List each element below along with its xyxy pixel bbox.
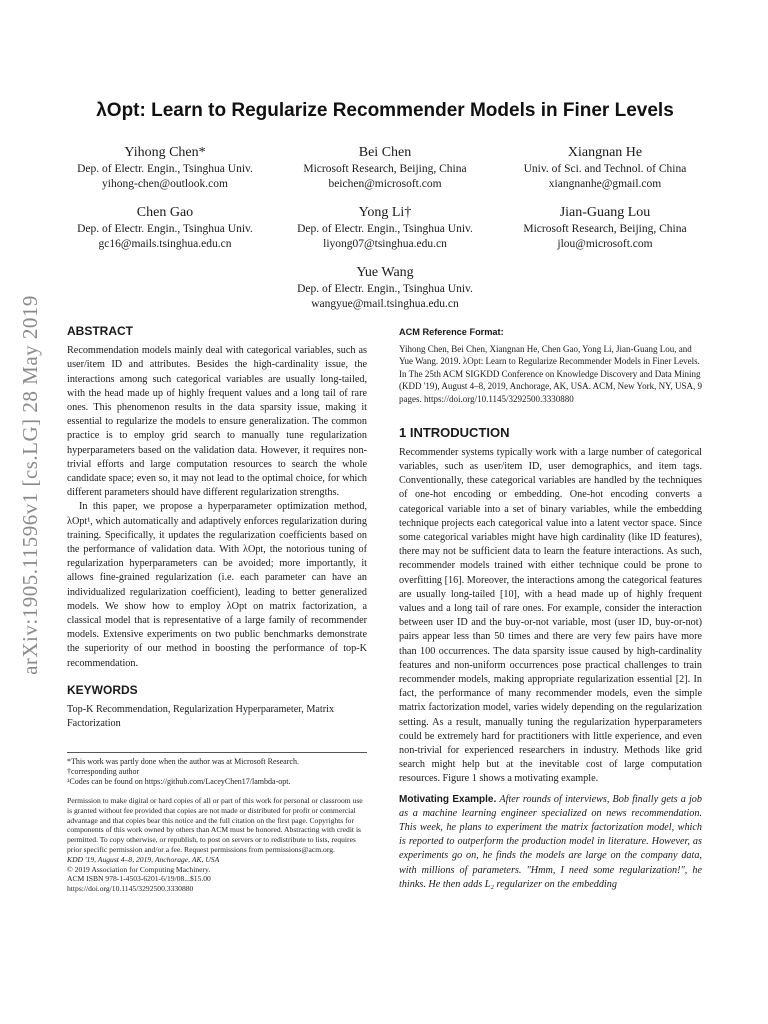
abstract-paragraph: Recommendation models mainly deal with categorical variables, such as user/item ID and attributes. Besides the high-cardinality issue, the interactions among such categorical variables are usually long-tailed, with the head made up of highly frequent values and a long tail of rare ones. This phenomenon results in the data sparsity issue, making it essential to regularize the models to ensure generalization. The common practice is to employ grid search to manually tune regularization hyperparameters based on the validation data. However, it requires non-trivial efforts and large computation resources to search the whole candidate space; even so, it may not lead to the optimal choice, for which different parameters should have different regularization strengths.: [67, 345, 367, 499]
author-card: [280, 204, 490, 252]
introduction-paragraph: Recommender systems typically work with a large number of categorical variables, such as user/item ID, user demographics, and item tags. Conventionally, these categorical variables are handled by the techniques of one-hot encoding or embedding. One-hot encoding converts a categorical variable into a set of binary variables, while the embedding technique projects each categorical value into a latent vector space. Since some categorical variables might have high cardinality (like ID features), there may not be sufficient data to learn the feature interactions. As such, recommender models trained with either technique could be prone to overfitting [16]. Moreover, the interactions among the categorical features are usually long-tailed [10], with a head made up of highly frequent values and a long tail of rare ones. For example, consider the interaction between user ID and the buy-or-not variable, most (user ID, buy-or-not) pairs appear less than 50 times and there are very few pairs have more than 100 occurrences. The data sparsity issue caused by high-cardinality features and non-uniform occurrences pose practical challenges to train recommender models, making appropriate regularization essential [2]. In fact, the performance of many recommender models, even the simple matrix factorization model, varies widely depending on the regularization setting. As a result, manually tuning the regularization hyperparameters could be extremely hard for practitioners with little experience, and even non-trivial for experienced researchers in industry. Methods like grid search might help but at the inevitable cost of large computation resources. Figure 1 shows a motivating example.: [399, 446, 702, 785]
author-card: [60, 204, 270, 252]
author-name: Bei Chen: [358, 145, 412, 160]
permission-text: Permission to make digital or hard copies of all or part of this work for personal or classroom use is granted without fee provided that copies are not made or distributed for profit or commercial advantage and that copies bear this notice and the full citation on the first page. Copyrights for components of this work owned by others than ACM must be honored. Abstracting with credit is permitted. To copy otherwise, or republish, to post on servers or to redistribute to lists, requires prior specific permission and/or a fee. Request permissions from permissions@acm.org.: [67, 796, 363, 854]
author-email: yihong-chen@outlook.com: [102, 178, 228, 190]
author-card: [500, 204, 710, 252]
author-affiliation: Univ. of Sci. and Technol. of China: [523, 163, 687, 175]
footnote: *This work was partly done when the author was at Microsoft Research.: [67, 757, 299, 766]
author-row: [60, 144, 710, 192]
acm-reference-format: [399, 326, 702, 406]
author-affiliation: Dep. of Electr. Engin., Tsinghua Univ.: [77, 163, 253, 175]
author-name: Xiangnan He: [567, 145, 643, 160]
reference-format-text: Yihong Chen, Bei Chen, Xiangnan He, Chen Gao, Yong Li, Jian-Guang Lou, and Yue Wang. 2019. λOpt: Learn to Regularize Recommender Models in Finer Levels. In The 25th ACM SIGKDD Conference on Knowledge Discovery and Data Mining (KDD '19), August 4–8, 2019, Anchorage, AK, USA. ACM, New York, NY, USA, 9 pages. https://doi.org/10.1145/3292500.3330880: [399, 343, 702, 404]
author-name: Yong Li†: [358, 205, 412, 220]
arxiv-stamp: arXiv:1905.11596v1 [cs.LG] 28 May 2019: [18, 295, 42, 675]
author-name: Yue Wang: [356, 265, 414, 280]
left-column: [67, 324, 367, 731]
author-email: beichen@microsoft.com: [328, 178, 442, 190]
author-email: jlou@microsoft.com: [557, 238, 653, 250]
motivating-example-lead: Motivating Example.: [399, 793, 497, 805]
author-affiliation: Dep. of Electr. Engin., Tsinghua Univ.: [297, 283, 473, 295]
keywords-text: Top-K Recommendation, Regularization Hyperparameter, Matrix Factorization: [67, 704, 335, 730]
footnotes: [67, 752, 367, 787]
permission-doi: https://doi.org/10.1145/3292500.3330880: [67, 884, 194, 894]
section-heading-introduction: 1 INTRODUCTION: [399, 424, 510, 440]
author-row: [60, 204, 710, 252]
author-row: [60, 264, 710, 312]
right-column: [399, 326, 702, 892]
permission-copyright: © 2019 Association for Computing Machinery.: [67, 864, 211, 874]
author-name: Chen Gao: [136, 205, 194, 220]
author-block: [60, 144, 710, 324]
author-email: gc16@mails.tsinghua.edu.cn: [98, 238, 232, 250]
motivating-example: [399, 793, 702, 892]
reference-format-heading: ACM Reference Format:: [399, 327, 504, 337]
author-card: [280, 144, 490, 192]
author-email: wangyue@mail.tsinghua.edu.cn: [311, 298, 459, 310]
author-name: Yihong Chen*: [124, 145, 206, 160]
author-affiliation: Microsoft Research, Beijing, China: [303, 163, 467, 175]
author-card: [500, 144, 710, 192]
author-affiliation: Dep. of Electr. Engin., Tsinghua Univ.: [297, 223, 473, 235]
author-card: [265, 264, 505, 312]
footnote: †corresponding author: [67, 767, 140, 776]
keywords-heading: KEYWORDS: [67, 682, 138, 697]
paper-title: λOpt: Learn to Regularize Recommender Models in Finer Levels: [96, 100, 674, 121]
permission-isbn: ACM ISBN 978-1-4503-6201-6/19/08...$15.00: [67, 874, 211, 884]
author-card: [60, 144, 270, 192]
permission-venue: KDD '19, August 4–8, 2019, Anchorage, AK, USA: [67, 854, 220, 864]
author-email: xiangnanhe@gmail.com: [548, 178, 662, 190]
abstract-paragraph: In this paper, we propose a hyperparameter optimization method, λOpt¹, which automatically and adaptively enforces regularization during training. Specifically, it updates the regularization coefficients based on the performance of validation data. With λOpt, the notorious tuning of regularization hyperparameters can be avoided; more importantly, it allows fine-grained regularization (i.e. each parameter can have an individualized regularization coefficient), leading to better generalized models. We show how to employ λOpt on matrix factorization, a classical model that is representative of a large family of recommender models. Extensive experiments on two public benchmarks demonstrate the superiority of our method in boosting the performance of top-K recommendation.: [67, 501, 367, 669]
footnote: ¹Codes can be found on https://github.com/LaceyChen17/lambda-opt.: [67, 777, 291, 786]
abstract-heading: ABSTRACT: [67, 324, 133, 338]
author-name: Jian-Guang Lou: [559, 205, 651, 220]
author-email: liyong07@tsinghua.edu.cn: [323, 238, 447, 250]
author-affiliation: Dep. of Electr. Engin., Tsinghua Univ.: [77, 223, 253, 235]
motivating-example-text: After rounds of interviews, Bob finally gets a job as a machine learning engineer specialized on news recommendation. This week, he plans to experiment the matrix factorization model, which is reported to outperform the production model in literature. However, as experiments go on, he finds the models are large on the company data, with millions of parameters. "Hmm, I need some regularization!", he thinks. He then adds L₂ regularizer on the embedding: [399, 793, 702, 890]
permission-block: [67, 796, 367, 894]
author-affiliation: Microsoft Research, Beijing, China: [523, 223, 687, 235]
